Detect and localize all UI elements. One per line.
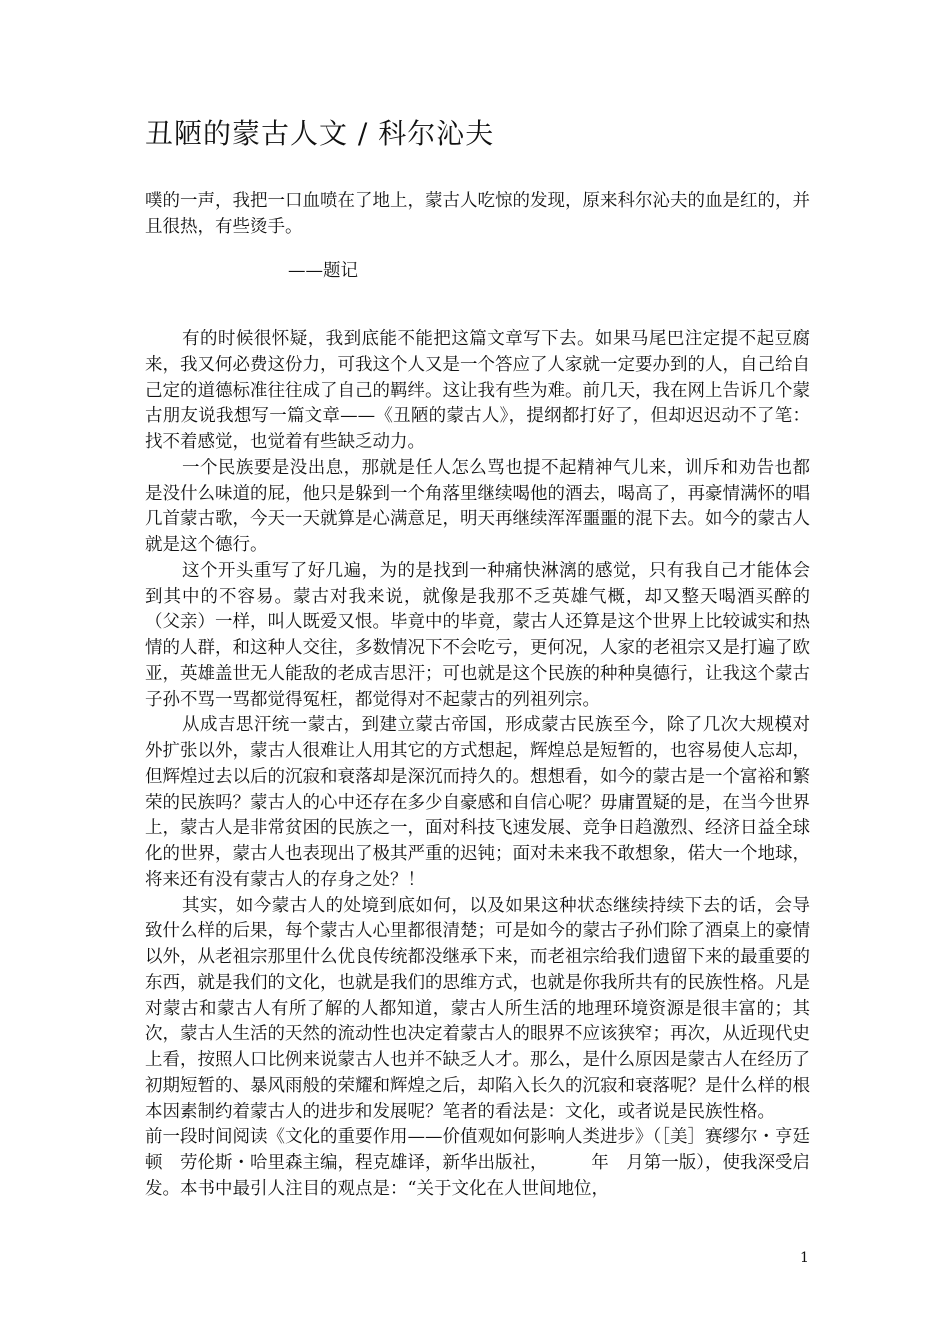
body-paragraph: 一个民族要是没出息，那就是任人怎么骂也提不起精神气儿来，训斥和劝告也都是没什么味道的屁，他只是躲到一个角落里继续喝他的酒去，喝高了，再豪情满怀的唱几首蒙古歌，今天一天就算是心满意足，明天再继续浑浑噩噩的混下去。如今的蒙古人就是这个德行。 [145, 457, 810, 555]
epigraph-attribution: ——题记 [288, 261, 358, 281]
body-paragraph: 前一段时间阅读《文化的重要作用——价值观如何影响人类进步》（［美］赛缪尔・亨廷顿 劳伦斯・哈里森主编，程克雄译，新华出版社， 年 月第一版），使我深受启发。本书中最引人注目的观点是：“关于文化在人世间地位， [145, 1127, 810, 1199]
body-paragraph: 从成吉思汗统一蒙古，到建立蒙古帝国，形成蒙古民族至今，除了几次大规模对外扩张以外，蒙古人很难让人用其它的方式想起，辉煌总是短暂的，也容易使人忘却，但辉煌过去以后的沉寂和衰落却是深沉而持久的。想想看，如今的蒙古是一个富裕和繁荣的民族吗？蒙古人的心中还存在多少自豪感和自信心呢？毋庸置疑的是，在当今世界上，蒙古人是非常贫困的民族之一，面对科技飞速发展、竞争日趋激烈、经济日益全球化的世界，蒙古人也表现出了极其严重的迟钝；面对未来我不敢想象，偌大一个地球，将来还有没有蒙古人的存身之处？！ [145, 715, 810, 890]
page-number: 1 [800, 1250, 809, 1266]
document-title: 丑陋的蒙古人文 / 科尔沁夫 [145, 117, 495, 150]
body-paragraph: 有的时候很怀疑，我到底能不能把这篇文章写下去。如果马尾巴注定提不起豆腐来，我又何必费这份力，可我这个人又是一个答应了人家就一定要办到的人，自己给自己定的道德标准往往成了自己的羁绊。这让我有些为难。前几天，我在网上告诉几个蒙古朋友说我想写一篇文章——《丑陋的蒙古人》，提纲都打好了，但却迟迟动不了笔：找不着感觉，也觉着有些缺乏动力。 [145, 329, 810, 452]
epigraph: 噗的一声，我把一口血喷在了地上，蒙古人吃惊的发现，原来科尔沁夫的血是红的，并且很热，有些烫手。 [145, 191, 810, 237]
body-paragraph: 其实，如今蒙古人的处境到底如何，以及如果这种状态继续持续下去的话，会导致什么样的后果，每个蒙古人心里都很清楚；可是如今的蒙古子孙们除了酒桌上的豪情以外，从老祖宗那里什么优良传统都没继承下来，而老祖宗给我们遗留下来的最重要的东西，就是我们的文化，也就是我们的思维方式，也就是你我所共有的民族性格。凡是对蒙古和蒙古人有所了解的人都知道，蒙古人所生活的地理环境资源是很丰富的；其次，蒙古人生活的天然的流动性也决定着蒙古人的眼界不应该狭窄；再次，从近现代史上看，按照人口比例来说蒙古人也并不缺乏人才。那么，是什么原因是蒙古人在经历了初期短暂的、暴风雨般的荣耀和辉煌之后，却陷入长久的沉寂和衰落呢？是什么样的根本因素制约着蒙古人的进步和发展呢？笔者的看法是：文化，或者说是民族性格。 [145, 895, 810, 1122]
body-paragraph: 这个开头重写了好几遍，为的是找到一种痛快淋漓的感觉，只有我自己才能体会到其中的不容易。蒙古对我来说，就像是我那不乏英雄气概，却又整天喝酒买醉的 （父亲）一样，叫人既爱又恨。毕竟中的毕竟，蒙古人还算是这个世界上比较诚实和热情的人群，和这种人交往，多数情况下不会吃亏，更何况，人家的老祖宗又是打遍了欧亚，英雄盖世无人能敌的老成吉思汗；可也就是这个民族的种种臭德行，让我这个蒙古子孙不骂一骂都觉得冤枉，都觉得对不起蒙古的列祖列宗。 [145, 560, 845, 710]
article-body [145, 327, 845, 1203]
